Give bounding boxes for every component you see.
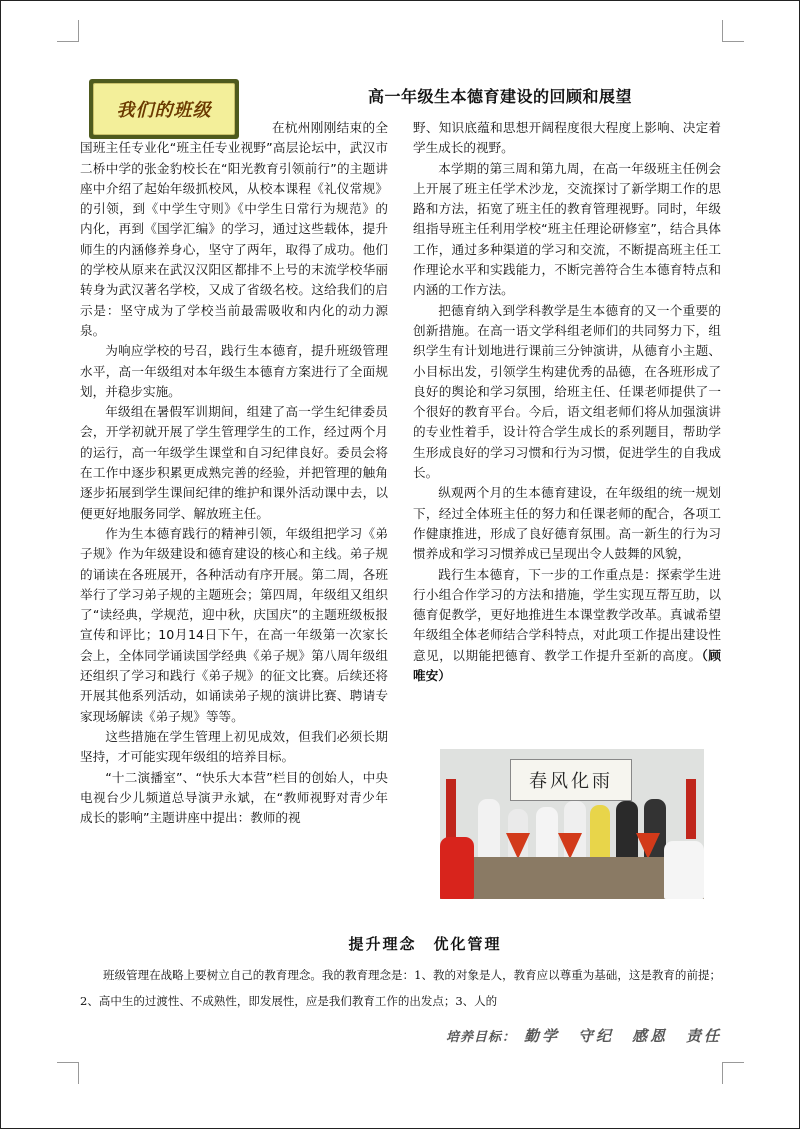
footer-goals: 勤学 守纪 感恩 责任 — [523, 1027, 722, 1045]
paragraph: 为响应学校的号召，践行生本德育，提升班级管理水平，高一年级组对本年级生本德育方案进行了全面规划，并稳步实施。 — [80, 343, 388, 399]
author: （顾唯安） — [413, 647, 722, 684]
paragraph: 把德育纳入到学科教学是生本德育的又一个重要的创新措施。在高一语文学科组老师们的共同努力下，组织学生有计划地进行课前三分钟演讲，从德育小主题、小目标出发，引领学生构建优秀的品德，在各班形成了良好的舆论和学习氛围，给班主任、任课老师提供了一个很好的教育平台。今后，语文组老师们将从加强演讲的专业性着手，设计符合学生成长的系列题目，帮助学生形成良好的学习习惯和行为习惯，促进学生的自我成长。 — [413, 302, 721, 481]
article-title: 高一年级生本德育建设的回顾和展望 — [367, 87, 632, 106]
badge-spacer — [80, 118, 272, 138]
paragraph: 在杭州刚刚结束的全国班主任专业化“班主任专业视野”高层论坛中，武汉市二桥中学的张金豹校长在“阳光教育引领前行”的主题讲座中介绍了起始年级抓校风，从校本课程《礼仪常规》的引领，到《中学生守则》《中学生日常行为规范》的内化，再到《国学汇编》的学习，通过这些载体，提升师生的内涵修养身心，坚守了两年，取得了成功。他们的学校从原来在武汉汉阳区都排不上号的末流学校华丽转身为武汉著名学校，又成了省级名校。这给我们的启示是：坚守成为了学校当前最需吸收和内化的动力源泉。 — [80, 120, 388, 338]
calligraphy-scroll: 春风化雨 — [510, 759, 632, 801]
flag-right — [686, 779, 696, 839]
section-text: 班级管理在战略上要树立自己的教育理念。我的教育理念是：1、教的对象是人，教育应以尊重为基础，这是教育的前提；2、高中生的过渡性、不成熟性，即发展性，应是我们教育工作的出发点；3、人的 — [80, 968, 721, 1008]
section-title: 提升理念 优化管理 — [348, 935, 502, 953]
crop-mark-bottom-right — [722, 1062, 744, 1063]
paragraph: 作为生本德育践行的精神引领，年级组把学习《弟子规》作为年级建设和德育建设的核心和主线。弟子规的诵读在各班展开，各种活动有序开展。第二周，各班举行了学习弟子规的主题班会；第四周，年级组又组织了“读经典，学规范，迎中秋，庆国庆”的主题班级板报宣传和评比；10月14日下午，在高一年级第一次家长会上，全体同学诵读国学经典《弟子规》第八周年级组还组织了学习和践行《弟子规》的征文比赛。后续还将开展其他系列活动，如诵读弟子规的演讲比赛、聘请专家现场解读《弟子规》等等。 — [80, 525, 388, 724]
pennant — [636, 833, 660, 859]
pennant — [506, 833, 530, 859]
pennant — [558, 833, 582, 859]
footer — [440, 1025, 722, 1046]
paragraph-text: 践行生本德育，下一步的工作重点是：探索学生进行小组合作学习的方法和措施，学生实现互帮互助，以德育促教学，更好地推进生本课堂教学改革。真诚希望年级组全体老师结合学科特点，对此项工作提出建设性意见，以期能把德育、教学工作提升至新的高度。 — [413, 566, 721, 663]
article-column-right — [413, 118, 721, 686]
flag-left — [446, 779, 456, 839]
paragraph: 这些措施在学生管理上初见成效，但我们必须长期坚持，才可能实现年级组的培养目标。 — [80, 728, 388, 765]
person — [440, 837, 474, 899]
paragraph: 纵观两个月的生本德育建设，在年级组的统一规划下，经过全体班主任的努力和任课老师的配合，各项工作健康推进，形成了良好德育氛围。高一新生的行为习惯养成和学习习惯养成已呈现出令人鼓舞的风貌， — [413, 485, 721, 562]
paragraph: 年级组在暑假军训期间，组建了高一学生纪律委员会，开学初就开展了学生管理学生的工作，经过两个月的运行，高一年级学生课堂和自习纪律良好。委员会将在工作中逐步积累更成熟完善的经验，并把管理的触角逐步拓展到学生课间纪律的维护和课外活动课中去，以便更好地服务同学、解放班主任。 — [80, 404, 388, 521]
article-column-left — [80, 118, 388, 828]
paragraph: 本学期的第三周和第九周，在高一年级班主任例会上开展了班主任学术沙龙，交流探讨了新学期工作的思路和方法，拓宽了班主任的教育管理视野。同时，年级组指导班主任利用学校“班主任理论研修室”，结合具体工作，通过多种渠道的学习和交流，不断提高班主任工作理论水平和实践能力，不断完善符合生本德育特点和内涵的工作方法。 — [413, 160, 721, 298]
paragraph: “十二演播室”、“快乐大本营”栏目的创始人，中央电视台少儿频道总导演尹永斌，在“教师视野对青少年成长的影响”主题讲座中提出：教师的视 — [80, 769, 388, 826]
footer-label: 培养目标： — [445, 1030, 516, 1045]
crop-mark-top-left — [78, 20, 79, 42]
paragraph: 野、知识底蕴和思想开阔程度很大程度上影响、决定着学生成长的视野。 — [413, 120, 721, 156]
column-badge-text: 我们的班级 — [93, 83, 235, 135]
crop-mark-top-right — [722, 41, 744, 42]
crop-mark-top-left — [57, 41, 79, 42]
crop-mark-bottom-left — [78, 1062, 79, 1084]
crop-mark-top-right — [722, 20, 723, 42]
meeting-photo — [440, 749, 704, 899]
crop-mark-bottom-left — [57, 1062, 79, 1063]
crop-mark-bottom-right — [722, 1062, 723, 1084]
person — [664, 841, 704, 899]
paragraph-last — [413, 565, 721, 687]
